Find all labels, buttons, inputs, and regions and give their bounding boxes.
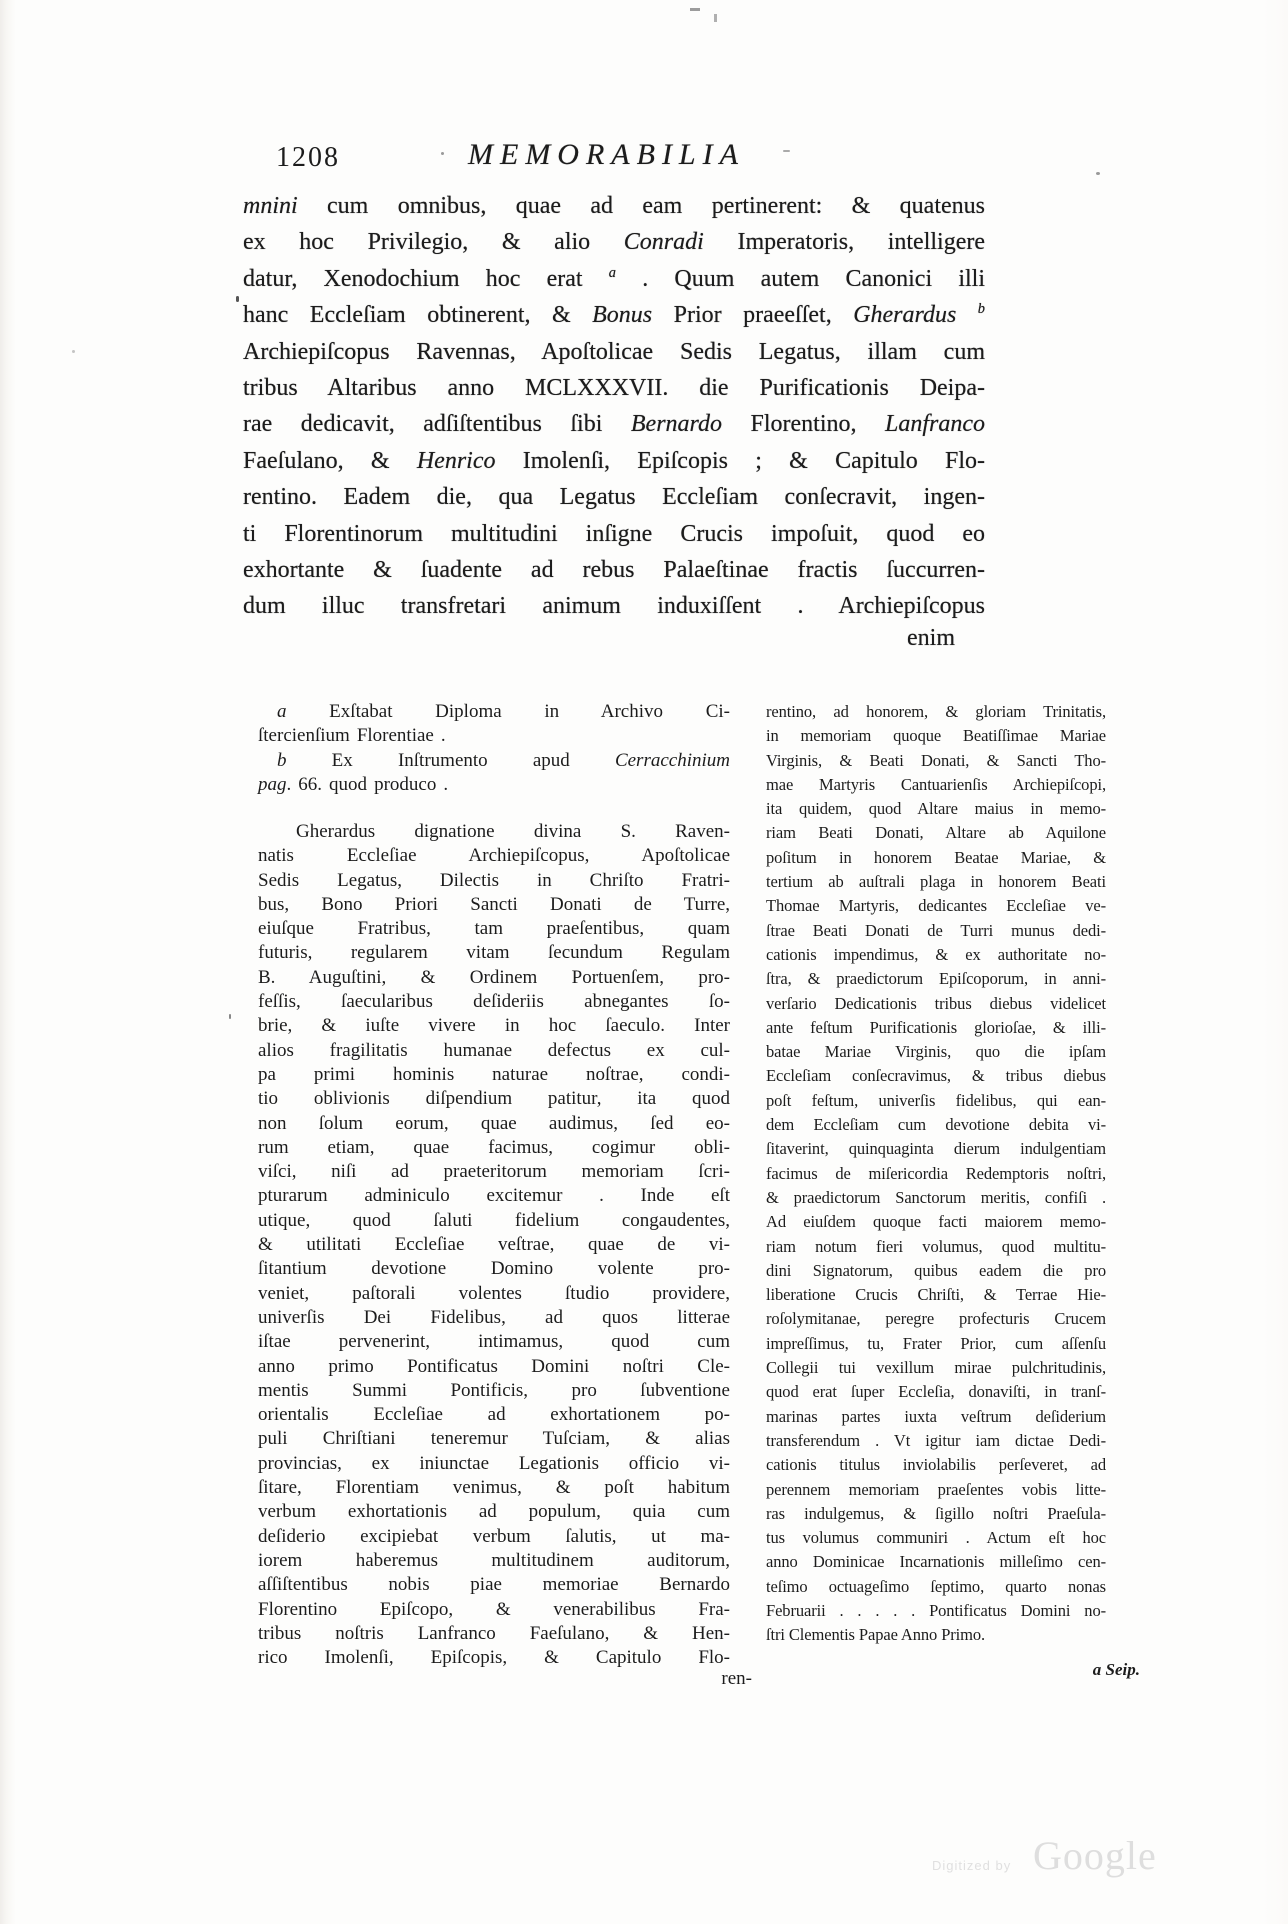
text-line: ante feſtum Purificationis glorioſae, & illi-: [766, 1017, 1106, 1037]
text-line: iſtae pervenerint, intimamus, quod cum: [258, 1331, 730, 1353]
text-line: rico Imolenſi, Epiſcopis, & Capitulo Flo-: [258, 1647, 730, 1669]
text-line: orientalis Eccleſiae ad exhortationem po-: [258, 1404, 730, 1426]
text-line: eiuſque Fratribus, tam praeſentibus, quam: [258, 918, 730, 940]
text-line: deſiderio excipiebat verbum ſalutis, ut ma-: [258, 1525, 730, 1547]
text-line: pag. 66. quod produco .: [258, 773, 449, 795]
ink-speck: [72, 350, 75, 353]
text-line: utique, quod ſaluti fidelium congaudentes,: [258, 1209, 730, 1231]
text-line: ſitaverint, quinquaginta dierum indulgentiam: [766, 1139, 1106, 1159]
text-line: ti Florentinorum multitudini inſigne Crucis impoſuit, quod eo: [243, 520, 985, 547]
text-line: mentis Summi Pontificis, pro ſubventione: [258, 1379, 730, 1401]
digitized-by-label: Digitized by: [932, 1858, 1012, 1873]
text-line: cationis impendimus, & ex authoritate no-: [766, 944, 1106, 964]
text-line: aſſiſtentibus nobis piae memoriae Bernardo: [258, 1574, 730, 1596]
ink-speck: [783, 150, 790, 152]
text-line: ſtra, & praedictorum Epiſcoporum, in anni-: [766, 969, 1106, 989]
text-line: mae Martyris Cantuarienſis Archiepiſcopi,: [766, 774, 1106, 794]
ink-speck: [229, 1014, 231, 1019]
main-paragraph: [243, 188, 985, 625]
ink-speck: [690, 8, 700, 11]
text-line: mnini cum omnibus, quae ad eam pertinerent: & quatenus: [243, 193, 985, 219]
text-line: & praedictorum Sanctorum meritis, confiſi .: [766, 1187, 1106, 1207]
text-line: in memoriam quoque Beatiſſimae Mariae: [766, 726, 1106, 746]
text-line: a Exſtabat Diploma in Archivo Ci-: [277, 701, 730, 722]
text-line: ſtercienſium Florentiae .: [258, 725, 446, 747]
text-line: viſci, niſi ad praeteritorum memoriam ſcri-: [258, 1161, 730, 1183]
text-line: Ad eiuſdem quoque facti maiorem memo-: [766, 1212, 1106, 1232]
text-line: brie, & iuſte vivere in hoc ſaeculo. Inter: [258, 1015, 730, 1037]
footnote-right-column: [766, 700, 1106, 1648]
footnote-reference: a: [608, 264, 616, 281]
text-line: Eccleſiam conſecravimus, & tribus diebus: [766, 1066, 1106, 1086]
text-line: Sedis Legatus, Dilectis in Chriſto Fratri-: [258, 869, 730, 891]
text-line: B. Auguſtini, & Ordinem Portuenſem, pro-: [258, 966, 730, 988]
main-catchword: enim: [907, 625, 955, 651]
text-line: Februarii . . . . . Pontificatus Domini no-: [766, 1600, 1106, 1620]
text-line: pturarum adminiculo excitemur . Inde eſt: [258, 1185, 730, 1207]
text-line: rae dedicavit, adſiſtentibus ſibi Bernardo Florentino, Lanfranco: [243, 411, 985, 438]
text-line: dem Eccleſiam cum devotione debita vi-: [766, 1115, 1106, 1135]
text-line: quod erat ſuper Eccleſia, donaviſti, in tranſ-: [766, 1382, 1106, 1402]
text-line: iorem haberemus multitudinem auditorum,: [258, 1549, 730, 1571]
text-line: cationis titulus inviolabilis perſeveret, ad: [766, 1455, 1106, 1475]
text-line: facimus de miſericordia Redemptoris noſtri,: [766, 1163, 1106, 1183]
text-line: Thomae Martyris, dedicantes Eccleſiae ve-: [766, 896, 1106, 916]
text-line: tus volumus communiri . Actum eſt hoc: [766, 1528, 1106, 1548]
text-line: rum etiam, quae facimus, cogimur obli-: [258, 1136, 730, 1158]
footnote-left-column: [258, 820, 730, 1670]
footnote-reference: b: [977, 301, 985, 318]
text-line: bus, Bono Priori Sancti Donati de Turre,: [258, 893, 730, 915]
text-line: exhortante & ſuadente ad rebus Palaeſtinae fractis ſuccurren-: [243, 557, 985, 584]
text-line: roſolymitanae, peregre profecturis Crucem: [766, 1309, 1106, 1329]
text-line: ſitare, Florentiam venimus, & poſt habitum: [258, 1477, 730, 1499]
text-line: tribus Altaribus anno MCLXXXVII. die Purificationis Deipa-: [243, 375, 985, 402]
text-line: riam Beati Donati, Altare ab Aquilone: [766, 823, 1106, 843]
text-line: anno primo Pontificatus Domini noſtri Cle-: [258, 1355, 730, 1377]
ink-speck: [1096, 172, 1100, 175]
text-line: batae Mariae Virginis, quo die ipſam: [766, 1042, 1106, 1062]
text-line: Archiepiſcopus Ravennas, Apoſtolicae Sedis Legatus, illam cum: [243, 338, 985, 365]
text-line: marinas partes iuxta veſtrum deſiderium: [766, 1406, 1106, 1426]
text-line: alios fragilitatis humanae defectus ex cul-: [258, 1039, 730, 1061]
text-line: Florentino Epiſcopo, & venerabilibus Fra-: [258, 1598, 730, 1620]
text-line: feſſis, ſaecularibus deſideriis abnegantes ſo-: [258, 991, 730, 1013]
text-line: univerſis Dei Fidelibus, ad quos litterae: [258, 1306, 730, 1328]
ink-speck: [714, 14, 717, 22]
text-line: dum illuc transfretari animum induxiſſent . Archiepiſcopus: [243, 593, 985, 620]
text-line: dini Signatorum, quibus eadem die pro: [766, 1260, 1106, 1280]
text-line: ſitantium devotione Domino volente pro-: [258, 1258, 730, 1280]
text-line: verbum exhortationis ad populum, quia cum: [258, 1501, 730, 1523]
page-number: 1208: [276, 142, 340, 173]
text-line: transferendum . Vt igitur iam dictae Dedi-: [766, 1430, 1106, 1450]
ink-speck: [441, 152, 444, 155]
text-line: tertium ab auſtrali plaga in honorem Beati: [766, 872, 1106, 892]
text-line: tribus noſtris Lanfranco Faeſulano, & Hen-: [258, 1622, 730, 1644]
text-line: datur, Xenodochium hoc erat $^a$ . Quum autem Canonici illi: [243, 264, 985, 292]
text-line: anno Dominicae Incarnationis milleſimo cen-: [766, 1552, 1106, 1572]
text-line: ras indulgemus, & ſigillo noſtri Praeſula-: [766, 1503, 1106, 1523]
text-line: verſario Dedicationis tribus diebus videlicet: [766, 993, 1106, 1013]
footnote-signature: a Seip.: [1092, 1660, 1140, 1679]
footnote-a-b: [258, 700, 730, 797]
text-line: ita quidem, quod Altare maius in memo-: [766, 799, 1106, 819]
left-column-catchword: ren-: [721, 1668, 752, 1689]
text-line: liberatione Crucis Chriſti, & Terrae Hie-: [766, 1285, 1106, 1305]
text-line: poſitum in honorem Beatae Mariae, &: [766, 847, 1106, 867]
text-line: rentino, ad honorem, & gloriam Trinitatis,: [766, 702, 1106, 721]
text-line: natis Eccleſiae Archiepiſcopus, Apoſtolicae: [258, 845, 730, 867]
text-line: puli Chriſtiani teneremur Tuſciam, & alias: [258, 1428, 730, 1450]
text-line: b Ex Inſtrumento apud Cerracchinium: [277, 749, 730, 771]
text-line: Virginis, & Beati Donati, & Sancti Tho-: [766, 750, 1106, 770]
text-line: hanc Eccleſiam obtinerent, & Bonus Prior praeeſſet, Gherardus $^b$: [243, 301, 985, 329]
text-line: riam notum fieri volumus, quod multitu-: [766, 1236, 1106, 1256]
text-line: rentino. Eadem die, qua Legatus Eccleſiam conſecravit, ingen-: [243, 484, 985, 511]
text-line: poſt feſtum, univerſis fidelibus, qui ean-: [766, 1090, 1106, 1110]
text-line: ex hoc Privilegio, & alio Conradi Imperatoris, intelligere: [243, 229, 985, 256]
text-line: non ſolum eorum, quae audimus, ſed eo-: [258, 1112, 730, 1134]
text-line: futuris, regularem vitam ſecundum Regulam: [258, 942, 730, 964]
text-line: ſtri Clementis Papae Anno Primo.: [766, 1625, 986, 1645]
text-line: veniet, paſtorali volentes ſtudio providere,: [258, 1282, 730, 1304]
ink-speck: [236, 296, 239, 302]
text-line: impreſſimus, tu, Frater Prior, cum aſſenſu: [766, 1333, 1106, 1353]
text-line: Faeſulano, & Henrico Imolenſi, Epiſcopis ; & Capitulo Flo-: [243, 447, 985, 474]
text-line: provincias, ex iniunctae Legationis officio vi-: [258, 1452, 730, 1474]
text-line: perennem memoriam praeſentes vobis litte-: [766, 1479, 1106, 1499]
text-line: pa primi hominis naturae noſtrae, condi-: [258, 1063, 730, 1085]
text-line: teſimo octuageſimo ſeptimo, quarto nonas: [766, 1576, 1106, 1596]
google-watermark: Google: [1033, 1833, 1157, 1878]
running-title: MEMORABILIA: [468, 138, 745, 171]
text-line: Gherardus dignatione divina S. Raven-: [258, 821, 730, 842]
text-line: tio oblivionis diſpendium patitur, ita quod: [258, 1088, 730, 1110]
text-line: ſtrae Beati Donati de Turri munus dedi-: [766, 920, 1106, 940]
text-line: & utilitati Eccleſiae veſtrae, quae de vi-: [258, 1234, 730, 1256]
text-line: Collegii tui vexillum mirae pulchritudinis,: [766, 1358, 1106, 1378]
